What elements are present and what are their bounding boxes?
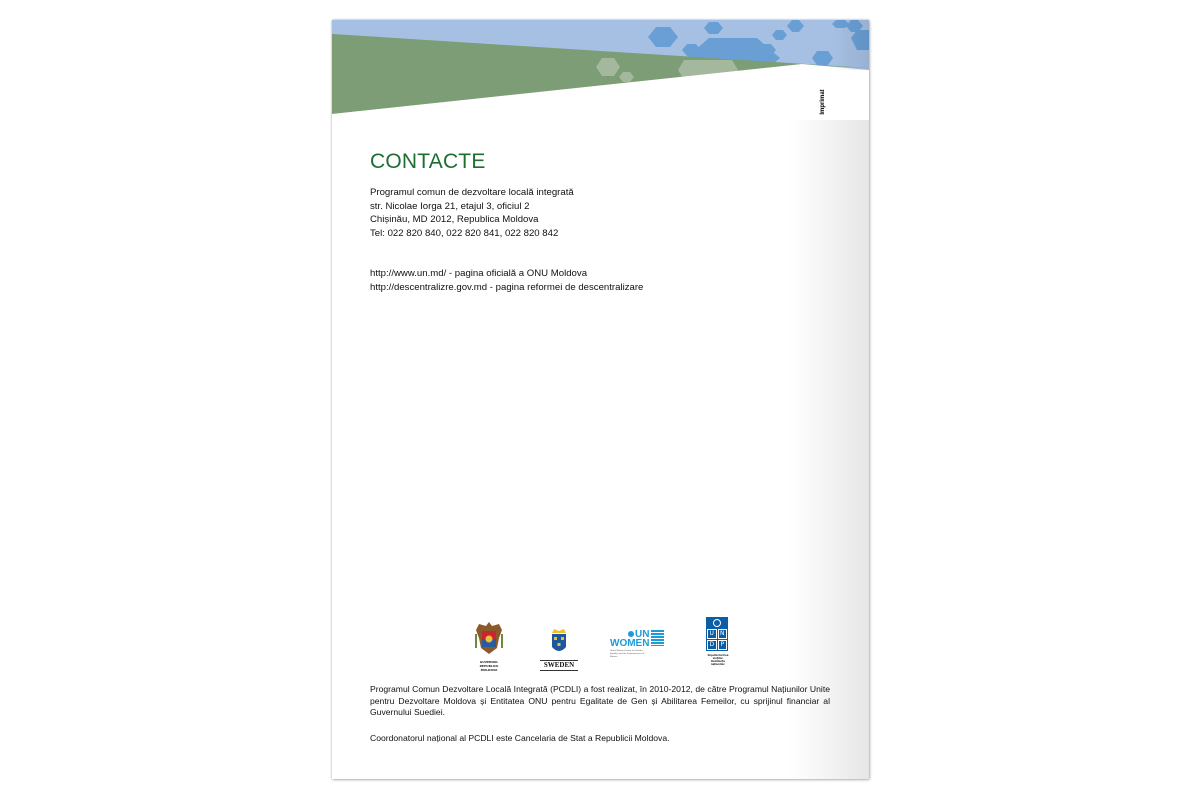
sweden-logo	[540, 627, 578, 669]
coordinator-note: Coordonatorul național al PCDLI este Cancelaria de Stat a Republicii Moldova.	[370, 733, 670, 743]
moldova-caption: GUVERNUL REPUBLICII MOLDOVA	[479, 660, 499, 672]
program-description: Programul Comun Dezvoltare Locală Integrată (PCDLI) a fost realizat, în 2010-2012, de către Programul Națiunilor Unite pentru Dezvoltare Moldova și Entitatea ONU pentru Egalitate de Gen și Abilitarea Femeilor, cu sprijinul financiar al Guvernului Suediei.	[370, 684, 830, 718]
sweden-caption: SWEDEN	[540, 660, 578, 671]
un-women-logo: UN WOMEN United Nations Entity for Gender Equality and the Empowerment of Women	[610, 630, 672, 656]
undp-caption: Împuternicirea vieţilor. Rezilienţa naţiunilor.	[707, 654, 729, 666]
undp-logo: U N D P Împuternicirea vieţilor. Rezilienţa naţiunilor.	[706, 617, 728, 669]
page-title: CONTACTE	[370, 150, 486, 173]
link-item	[370, 281, 643, 295]
moldova-government-logo	[472, 620, 506, 672]
link-description: - pagina reformei de descentralizare	[487, 281, 644, 293]
partner-logos	[472, 617, 732, 672]
link-item	[370, 267, 643, 281]
contact-line-phone: Tel: 022 820 840, 022 820 841, 022 820 842	[370, 227, 559, 239]
un-emblem-icon	[707, 618, 727, 628]
header-banner	[332, 20, 869, 120]
link-description: - pagina oficială a ONU Moldova	[446, 268, 588, 279]
contact-line-organization: Programul comun de dezvoltare locală integrată	[370, 187, 574, 198]
links-list	[370, 267, 643, 294]
imprint-label: Imprimat	[820, 89, 826, 115]
un-women-symbol-icon	[651, 630, 664, 646]
contact-address	[370, 186, 574, 240]
un-women-caption: United Nations Entity for Gender Equality and the Empowerment of Women	[610, 650, 645, 658]
un-women-dot-icon	[628, 631, 634, 637]
contact-line-street: str. Nicolae Iorga 21, etajul 3, oficiul 2	[370, 200, 530, 212]
un-moldova-link[interactable]: http://www.un.md/	[370, 268, 447, 279]
contact-line-city: Chișinău, MD 2012, Republica Moldova	[370, 214, 539, 225]
decentralization-link[interactable]: http://descentralizre.gov.md	[370, 281, 488, 293]
document-page	[332, 20, 869, 779]
